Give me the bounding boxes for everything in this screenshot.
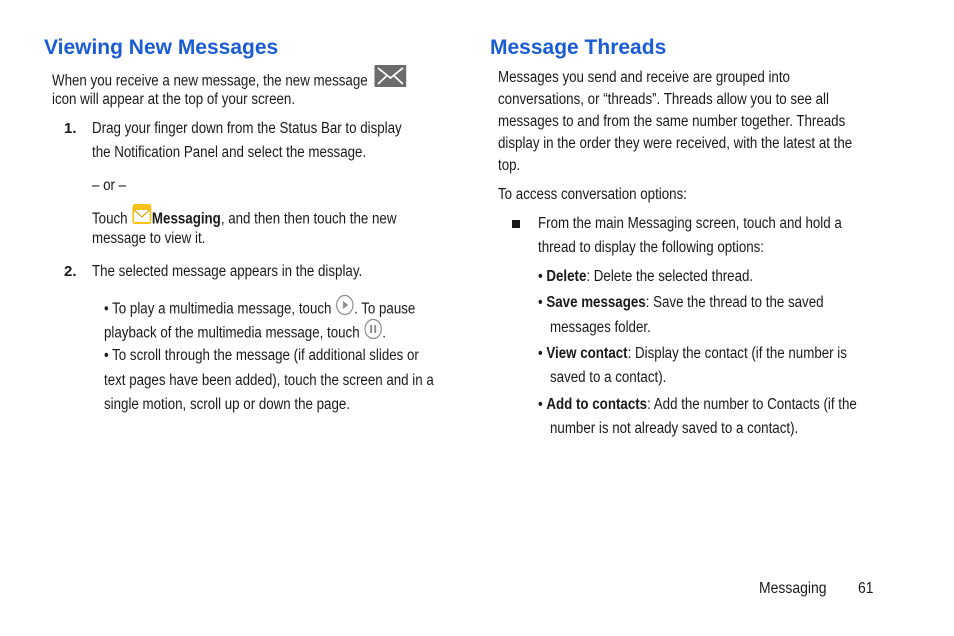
intro-text-1: When you receive a new message, the new message <box>52 72 368 90</box>
step-1-line-1: Drag your finger down from the Status Bar to display <box>92 120 402 137</box>
option-delete-term: Delete <box>546 268 587 285</box>
step-2-text: The selected message appears in the display. <box>92 263 363 280</box>
hold-thread-line-2: thread to display the following options: <box>538 239 765 256</box>
or-separator: – or – <box>92 177 127 194</box>
bullet-play-text: • To play a multimedia message, touch <box>104 300 332 318</box>
bullet-play-line-2 <box>104 319 386 348</box>
pause-icon <box>363 318 382 347</box>
option-delete-desc: : Delete the selected thread. <box>586 268 754 285</box>
option-add-desc: : Add the number to Contacts (if the <box>647 396 857 413</box>
bullet-scroll-line-1: • To scroll through the message (if additional slides or <box>104 347 419 364</box>
hold-thread-line-1: From the main Messaging screen, touch and hold a <box>538 215 842 232</box>
step-1-number: 1. <box>64 120 77 137</box>
footer-page-number: 61 <box>858 580 874 597</box>
footer-section: Messaging <box>759 580 827 597</box>
bullet-pause-text-end: . <box>382 324 386 342</box>
threads-para-line-4: display in the order they were received, with the latest at the <box>498 135 853 152</box>
square-bullet <box>512 220 520 228</box>
threads-para-line-3: messages to and from the same number together. Threads <box>498 113 846 130</box>
heading-viewing-new-messages: Viewing New Messages <box>44 36 279 59</box>
touch-line-2: message to view it. <box>92 230 206 247</box>
option-save-term: Save messages <box>546 294 646 311</box>
option-delete: • Delete: Delete the selected thread. <box>538 268 754 285</box>
option-add-line-2: number is not already saved to a contact). <box>550 420 799 437</box>
option-view-term: View contact <box>546 345 628 362</box>
option-view-contact: • View contact: Display the contact (if the number is <box>538 345 847 362</box>
bullet-scroll-line-2: text pages have been added), touch the screen and in a <box>104 372 434 389</box>
heading-message-threads: Message Threads <box>490 36 667 59</box>
option-add-to-contacts: • Add to contacts: Add the number to Contacts (if the <box>538 396 857 413</box>
bullet-pause-text: playback of the multimedia message, touch <box>104 324 360 342</box>
step-1-line-2: the Notification Panel and select the message. <box>92 144 367 161</box>
bullet-scroll-line-3: single motion, scroll up or down the page. <box>104 396 351 413</box>
messaging-term: Messaging <box>151 210 221 228</box>
threads-para-line-5: top. <box>498 157 521 174</box>
option-save-desc: : Save the thread to the saved <box>645 294 824 311</box>
touch-text: Touch <box>92 210 128 228</box>
option-save-line-2: messages folder. <box>550 319 651 336</box>
bullet-play-text-end: . To pause <box>354 300 416 318</box>
option-view-line-2: saved to a contact). <box>550 369 667 386</box>
threads-para-line-2: conversations, or “threads”. Threads allow you to see all <box>498 91 829 108</box>
threads-para-line-1: Messages you send and receive are grouped into <box>498 69 790 86</box>
envelope-icon <box>375 65 407 94</box>
touch-rest-text: , and then then touch the new <box>220 210 397 228</box>
access-options-text: To access conversation options: <box>498 186 687 203</box>
step-2-number: 2. <box>64 263 77 280</box>
option-view-desc: : Display the contact (if the number is <box>627 345 847 362</box>
option-add-term: Add to contacts <box>546 396 648 413</box>
intro-line-2: icon will appear at the top of your screen. <box>52 91 296 108</box>
option-save-messages: • Save messages: Save the thread to the saved <box>538 294 824 311</box>
